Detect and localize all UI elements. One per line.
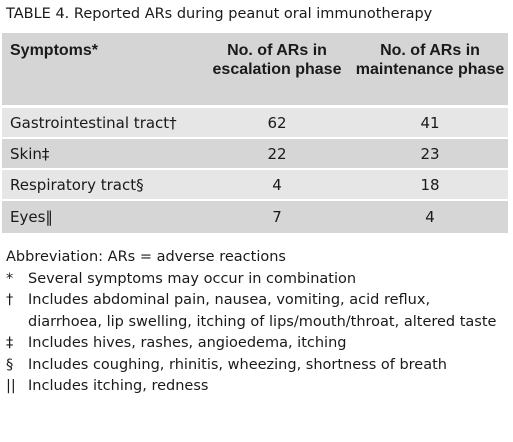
escalation-cell: 22	[267, 144, 287, 163]
symptom-cell: Respiratory tract§	[10, 175, 144, 194]
abbreviation-note: Abbreviation: ARs = adverse reactions	[6, 249, 286, 265]
footnote-symbol: §	[6, 356, 14, 373]
footnote	[6, 333, 506, 355]
escalation-cell: 4	[272, 175, 282, 194]
symptom-cell: Skin‡	[10, 144, 50, 163]
footnote-text: Includes coughing, rhinitis, wheezing, shortness of breath	[28, 356, 447, 373]
maintenance-cell: 23	[420, 144, 440, 163]
escalation-cell: 7	[272, 208, 282, 226]
table-caption: TABLE 4. Reported ARs during peanut oral immunotherapy	[6, 6, 433, 22]
escalation-cell: 62	[267, 113, 287, 132]
maintenance-cell: 18	[420, 175, 440, 194]
footnote-symbol: ||	[6, 378, 16, 394]
footnote	[6, 355, 506, 377]
footnote-symbol: †	[6, 292, 14, 308]
footnote-text: Includes itching, redness	[28, 378, 209, 394]
table-row	[2, 139, 508, 170]
footnote-symbol: *	[6, 270, 14, 287]
footnote-text: Several symptoms may occur in combination	[28, 270, 357, 287]
symptom-cell: Eyes‖	[10, 208, 53, 226]
footnote-text: Includes abdominal pain, nausea, vomiting, acid reflux, diarrhoea, lip swelling, itching of lips/mouth/throat, altered taste	[28, 292, 497, 330]
footnote-symbol: ‡	[6, 335, 14, 351]
maintenance-cell: 4	[425, 208, 435, 226]
table-notes	[6, 247, 506, 398]
table-row	[2, 108, 508, 139]
header-escalation: No. of ARs in escalation phase	[212, 42, 342, 78]
maintenance-cell: 41	[420, 113, 440, 132]
footnote	[6, 376, 506, 398]
header-symptoms: Symptoms*	[10, 42, 99, 59]
table-header-row	[2, 33, 508, 108]
header-maintenance: No. of ARs in maintenance phase	[355, 42, 505, 78]
footnote-text: Includes hives, rashes, angioedema, itching	[28, 335, 347, 351]
footnote	[6, 290, 506, 333]
table-row	[2, 201, 508, 233]
footnote	[6, 269, 506, 291]
results-table	[2, 33, 508, 233]
symptom-cell: Gastrointestinal tract†	[10, 113, 177, 132]
table-row	[2, 170, 508, 201]
